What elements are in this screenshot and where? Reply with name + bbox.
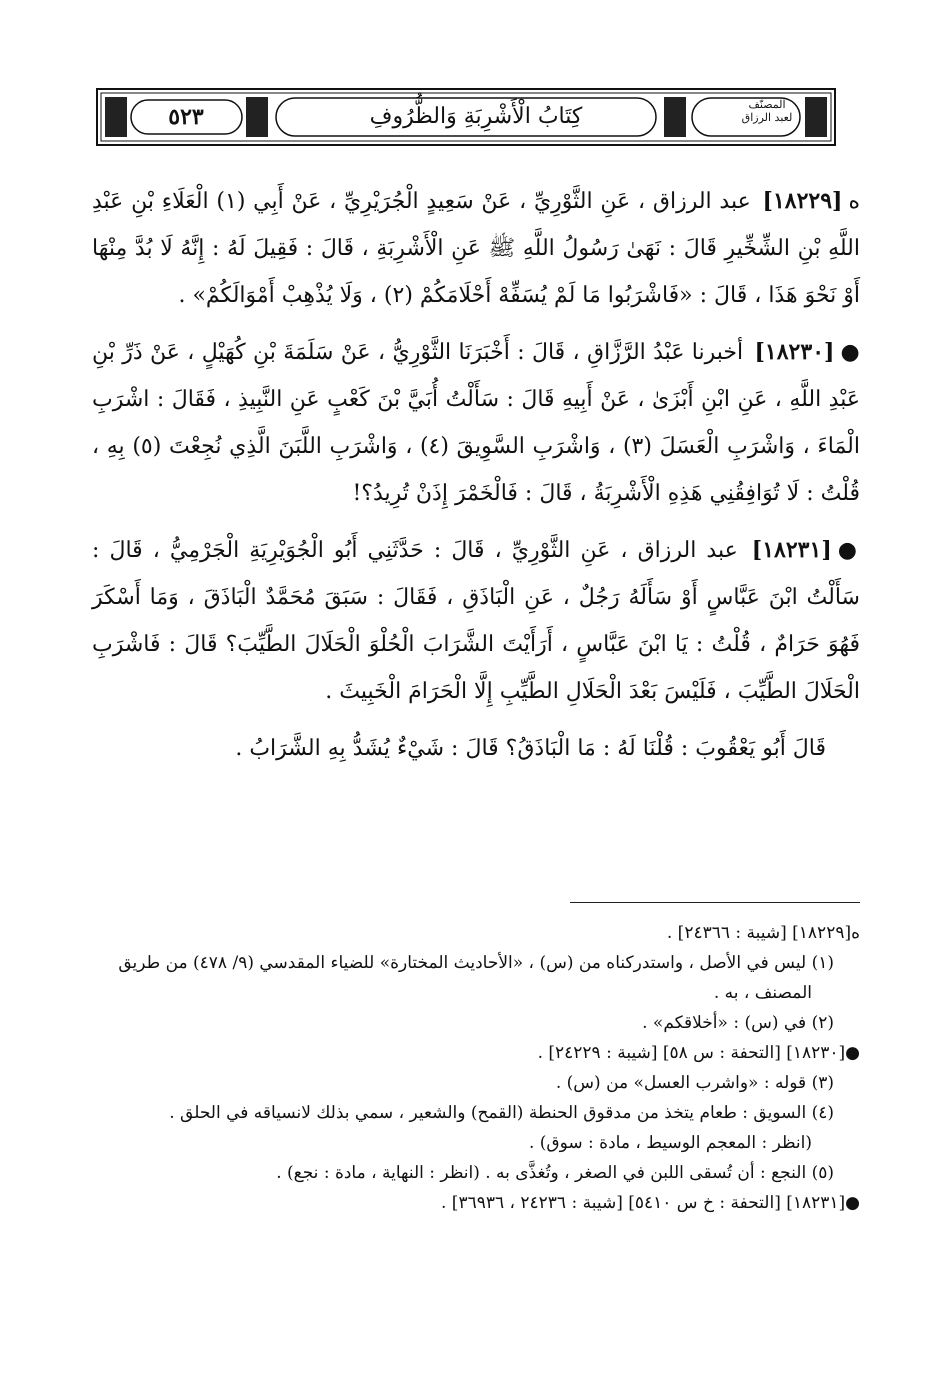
logo-line-1: المصنّف [748, 98, 786, 111]
footnote-4: (٤) السويق : طعام يتخذ من مدقوق الحنطة (القمح) والشعير ، سمي بذلك لانسياقه في الحلق . [169, 1103, 834, 1123]
hadith-text: عبد الرزاق ، عَنِ الثَّوْرِيِّ ، قَالَ : حَدَّثَنِي أَبُو الْجُوَيْرِيَةِ الْجَرْمِيُّ ، قَالَ : سَأَلْتُ ابْنَ عَبَّاسٍ أَوْ سَأَلَهُ رَجُلٌ ، عَنِ الْبَاذَقِ ، فَقَالَ : سَبَقَ مُحَمَّدٌ الْبَاذَقَ ، وَمَا أَسْكَرَ فَهُوَ حَرَامٌ ، قُلْتُ : يَا ابْنَ عَبَّاسٍ ، أَرَأَيْتَ الشَّرَابَ الْحُلْوَ الْحَلَالَ الطَّيِّبَ؟ قَالَ : فَاشْرَبِ الْحَلَالَ الطَّيِّبَ ، فَلَيْسَ بَعْدَ الْحَلَالِ الطَّيِّبِ إِلَّا الْحَرَامَ الْخَبِيثَ . [92, 538, 860, 704]
main-text [92, 178, 860, 772]
hadith-marker: ● [837, 538, 861, 563]
footnote-4-continued: (انظر : المعجم الوسيط ، مادة : سوق) . [528, 1133, 812, 1153]
book-title: كِتَابُ الْأَشْرِبَةِ وَالظُّرُوفِ [369, 104, 583, 129]
footnote-ref: ●[١٨٢٣٠] [التحفة : س ٥٨] [شيبة : ٢٤٢٢٩] . [537, 1043, 860, 1063]
hadith-number: [١٨٢٢٩] [762, 188, 843, 214]
hadith-18231 [92, 527, 860, 715]
publisher-logo [720, 98, 814, 136]
commentary-paragraph [92, 725, 860, 772]
hadith-text: أخبرنا عَبْدُ الرَّزَّاقِ ، قَالَ : أَخْبَرَنَا الثَّوْرِيُّ ، عَنْ سَلَمَةَ بْنِ كُهَيْلٍ ، عَنْ ذَرِّ بْنِ عَبْدِ اللَّهِ ، عَنِ ابْنِ أَبْزَىٰ ، عَنْ أَبِيهِ قَالَ : سَأَلْتُ أُبَيَّ بْنَ كَعْبٍ عَنِ النَّبِيذِ ، فَقَالَ : اشْرَبِ الْمَاءَ ، وَاشْرَبِ الْعَسَلَ (٣) ، وَاشْرَبِ السَّوِيقَ (٤) ، وَاشْرَبِ اللَّبَنَ الَّذِي نُجِعْتَ (٥) بِهِ ، قُلْتُ : لَا تُوَافِقُنِي هَذِهِ الْأَشْرِبَةُ ، قَالَ : فَالْخَمْرَ إِذَنْ تُرِيدُ؟! [92, 340, 860, 506]
footnote-ref: ●[١٨٢٣١] [التحفة : خ س ٥٤١٠] [شيبة : ٢٤٢٣٦ ، ٣٦٩٣٦] . [440, 1193, 860, 1213]
footnote-separator [570, 902, 860, 903]
hadith-18229 [92, 178, 860, 319]
footnote-1: (١) ليس في الأصل ، واستدركناه من (س) ، «الأحاديث المختارة» للضياء المقدسي (٩/ ٤٧٨) من طريق [118, 953, 834, 973]
hadith-18230 [92, 329, 860, 517]
page-number: ٥٢٣ [168, 104, 204, 130]
footnote-ref: ه[١٨٢٢٩] [شيبة : ٢٤٣٦٦] . [666, 923, 860, 943]
page-header [96, 88, 836, 146]
logo-line-2: لعبد الرزاق [741, 111, 793, 124]
hadith-number: [١٨٢٣١] [751, 537, 832, 563]
footnote-3: (٣) قوله : «واشرب العسل» من (س) . [555, 1073, 834, 1093]
hadith-marker: ● [840, 340, 861, 365]
footnotes [92, 918, 860, 1218]
footnote-2: (٢) في (س) : «أخلاقكم» . [642, 1013, 834, 1033]
hadith-number: [١٨٢٣٠] [754, 339, 835, 365]
hadith-marker: ه [848, 189, 860, 214]
footnote-1-continued: المصنف ، به . [713, 983, 812, 1003]
footnote-5: (٥) النجع : أن تُسقى اللبن في الصغر ، وتُغذَّى به . (انظر : النهاية ، مادة : نجع) . [276, 1163, 834, 1183]
hadith-text: عبد الرزاق ، عَنِ الثَّوْرِيِّ ، عَنْ سَعِيدٍ الْجُرَيْرِيِّ ، عَنْ أَبِي (١) الْعَلَاءِ بْنِ عَبْدِ اللَّهِ بْنِ الشِّخِّيرِ قَالَ : نَهَىٰ رَسُولُ اللَّهِ ﷺ عَنِ الْأَشْرِبَةِ ، قَالَ : فَقِيلَ لَهُ : إِنَّهُ لَا بُدَّ مِنْهَا أَوْ نَحْوَ هَذَا ، قَالَ : «فَاشْرَبُوا مَا لَمْ يُسَفِّهْ أَحْلَامَكُمْ (٢) ، وَلَا يُذْهِبْ أَمْوَالَكُمْ» . [92, 189, 860, 308]
commentary-text: قَالَ أَبُو يَعْقُوبَ : قُلْنَا لَهُ : مَا الْبَاذَقُ؟ قَالَ : شَيْءٌ يُشَدُّ بِهِ الشَّرَابُ . [235, 736, 826, 761]
